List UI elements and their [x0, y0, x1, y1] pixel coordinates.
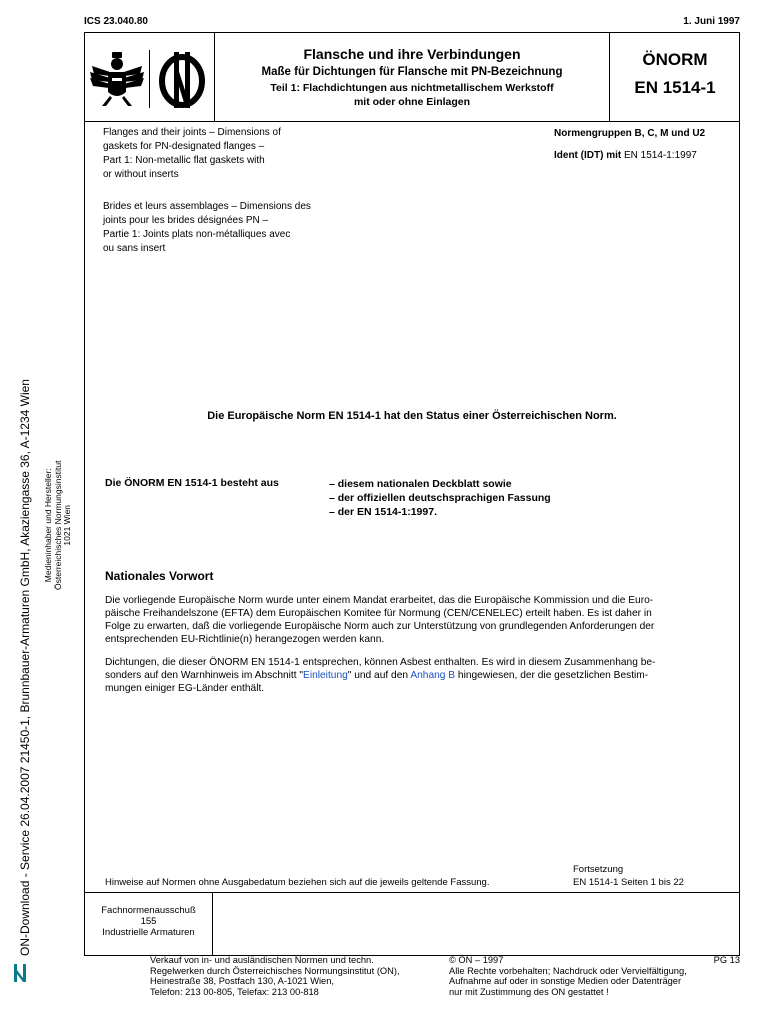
- paragraph-line: entsprechenden EU-Richtlinie(n) herangezogen werden kann.: [105, 634, 385, 645]
- norm-number: EN 1514-1: [634, 78, 716, 97]
- committee-box: [85, 905, 212, 938]
- foreword-paragraph-1: [105, 594, 714, 646]
- ident-label: Ident (IDT) mit: [554, 150, 622, 161]
- foreword-paragraph-2: [105, 656, 714, 695]
- einleitung-link[interactable]: Einleitung: [303, 670, 348, 681]
- sales-info-line: Heinestraße 38, Postfach 130, A-1021 Wien,: [150, 976, 334, 986]
- paragraph-text: " und auf den: [347, 670, 411, 681]
- media-owner-line: Österreichisches Normungsinstitut: [52, 460, 63, 590]
- paragraph-line: päische Freihandelszone (EFTA) dem Europäischen Komitee für Normung (CEN/CENELEC) erteilt haben. Es ist daher in: [105, 608, 652, 619]
- continuation-pages: EN 1514-1 Seiten 1 bis 22: [573, 877, 684, 888]
- committee-vertical-divider: [212, 892, 213, 956]
- media-owner-line: 1021 Wien: [62, 504, 72, 546]
- paragraph-line: Folge zu erwarten, daß die vorliegende Europäische Norm auch zur Unterstützung von grundlegenden Anforderungen der: [105, 621, 655, 632]
- ident-value: EN 1514-1:1997: [624, 150, 697, 161]
- part-title-line-1: Teil 1: Flachdichtungen aus nichtmetallischem Werkstoff: [270, 82, 554, 94]
- document-subtitle: Maße für Dichtungen für Flansche mit PN-Bezeichnung: [261, 66, 563, 78]
- rights-line: Alle Rechte vorbehalten; Nachdruck oder Vervielfältigung,: [449, 965, 687, 976]
- paragraph-line: Die vorliegende Europäische Norm wurde unter einem Mandat erarbeitet, das die Europäische Kommission und die Euro-: [105, 595, 654, 606]
- ics-code: ICS 23.040.80: [84, 16, 148, 27]
- committee-name: Fachnormenausschuß: [101, 905, 196, 916]
- committee-title: Industrielle Armaturen: [102, 927, 195, 938]
- norm-groups: Normengruppen B, C, M und U2: [554, 128, 706, 139]
- french-title-line: joints pour les brides désignées PN –: [103, 215, 269, 226]
- sales-info-line: Regelwerken durch Österreichisches Normungsinstitut (ON),: [150, 965, 400, 976]
- committee-number: 155: [140, 916, 157, 927]
- french-title: [103, 200, 363, 256]
- header-divider-right: [609, 32, 610, 121]
- composition-item: – der EN 1514-1:1997.: [329, 506, 437, 518]
- sales-info-line: Verkauf von in- und ausländischen Normen und techn.: [150, 955, 374, 965]
- paragraph-line: [105, 669, 714, 682]
- rights-line: nur mit Zustimmung des ON gestattet !: [449, 986, 609, 997]
- foreword-heading: Nationales Vorwort: [105, 569, 214, 583]
- on-logo-icon: [153, 50, 211, 110]
- ident-line: [554, 150, 697, 161]
- media-owner-line: Medieninhaber und Hersteller:: [43, 468, 53, 583]
- download-watermark: ON-Download - Service 26.04.2007 21450-1, Brunnbauer-Armaturen GmbH, Akaziengasse 36, A-1234 Wien: [18, 379, 32, 956]
- english-title: [103, 126, 363, 182]
- paragraph-line: mungen einiger EG-Länder enthält.: [105, 683, 265, 694]
- copyright: © ON – 1997: [449, 955, 504, 965]
- on-small-logo-icon: [12, 962, 28, 984]
- french-title-line: ou sans insert: [103, 243, 166, 254]
- document-title: Flansche und ihre Verbindungen: [303, 46, 521, 62]
- part-title-line-2: mit oder ohne Einlagen: [353, 96, 471, 108]
- rights-info: [449, 955, 687, 997]
- sales-info: [150, 955, 400, 997]
- header-divider: [84, 121, 740, 122]
- english-title-line: Part 1: Non-metallic flat gaskets with: [103, 155, 265, 166]
- rights-line: Aufnahme auf oder in sonstige Medien oder Datenträger: [449, 976, 682, 986]
- french-title-line: Brides et leurs assemblages – Dimensions des: [103, 201, 311, 212]
- composition-list: [329, 477, 551, 519]
- paragraph-text: sonders auf den Warnhinweis im Abschnitt ": [105, 670, 304, 681]
- english-title-line: or without inserts: [103, 169, 179, 180]
- logo-separator: [149, 50, 150, 108]
- austrian-eagle-icon: [88, 50, 146, 108]
- issue-date: 1. Juni 1997: [683, 16, 740, 27]
- paragraph-line: Dichtungen, die dieser ÖNORM EN 1514-1 entsprechen, können Asbest enthalten. Es wird in diesem Zusammenhang be-: [105, 657, 656, 668]
- footer-note: Hinweise auf Normen ohne Ausgabedatum beziehen sich auf die jeweils geltende Fassung.: [105, 877, 490, 888]
- norm-label: ÖNORM: [642, 50, 708, 69]
- composition-item: – diesem nationalen Deckblatt sowie: [329, 478, 512, 490]
- english-title-line: gaskets for PN-designated flanges –: [103, 141, 265, 152]
- media-owner: [44, 461, 73, 590]
- paragraph-text: hingewiesen, der die gesetzlichen Bestim-: [455, 670, 649, 681]
- continuation-block: [573, 863, 684, 889]
- sales-info-line: Telefon: 213 00-805, Telefax: 213 00-818: [150, 986, 319, 997]
- composition-label: Die ÖNORM EN 1514-1 besteht aus: [105, 477, 279, 489]
- continuation-label: Fortsetzung: [573, 864, 624, 875]
- committee-divider: [84, 892, 740, 893]
- anhang-b-link[interactable]: Anhang B: [410, 670, 456, 681]
- status-sentence: Die Europäische Norm EN 1514-1 hat den Status einer Österreichischen Norm.: [207, 410, 617, 422]
- price-group: PG 13: [713, 955, 740, 965]
- english-title-line: Flanges and their joints – Dimensions of: [103, 127, 281, 138]
- french-title-line: Partie 1: Joints plats non-métalliques avec: [103, 229, 291, 240]
- composition-item: – der offiziellen deutschsprachigen Fassung: [329, 492, 551, 504]
